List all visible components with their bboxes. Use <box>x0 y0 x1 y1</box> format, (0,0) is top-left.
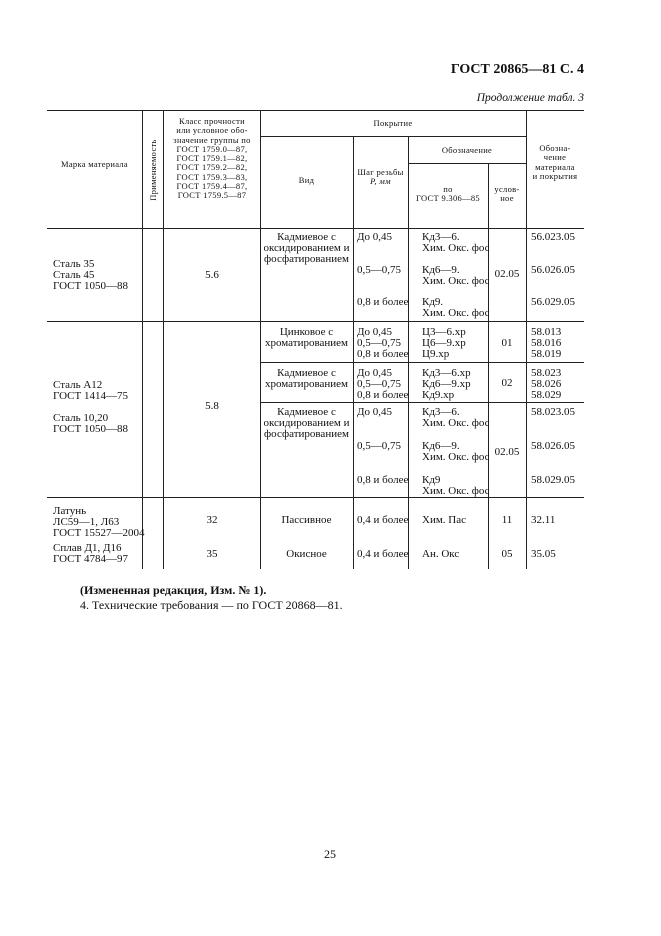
header-material-coating: Обозна- чение материала и покрытия <box>532 143 578 181</box>
brass-pitch: 0,4 и более <box>357 514 409 526</box>
header-coating: Покрытие <box>373 118 413 128</box>
rule-group1-bottom <box>47 321 584 322</box>
brass-code: 32.11 <box>531 514 556 526</box>
brass-strength: 32 <box>206 514 218 526</box>
edition-note: (Измененная редакция, Изм. № 1). <box>80 583 267 597</box>
ox-code-2: 58.026.05 <box>531 440 575 452</box>
rule-group2-bottom <box>47 497 584 498</box>
zinc-pitch: До 0,45 0,5—0,75 0,8 и более <box>357 326 409 360</box>
strength-5-6: 5.6 <box>205 269 219 281</box>
alloy-designation: Ан. Окс <box>422 548 460 560</box>
grade-steel35: Сталь 35 Сталь 45 ГОСТ 1050—88 <box>53 258 128 292</box>
zinc-code: 58.013 58.016 58.019 <box>531 326 562 360</box>
header-grade: Марка материала <box>60 159 128 169</box>
code-3: 56.029.05 <box>531 296 575 308</box>
rule-coating-sub <box>260 136 526 137</box>
grade-alloy: Сплав Д1, Д16 ГОСТ 4784—97 <box>53 542 128 565</box>
ox-code-3: 58.029.05 <box>531 474 575 486</box>
rule-chrom-bottom <box>260 402 584 403</box>
rule-col-type <box>353 136 354 569</box>
coating-zinc-chrom: Цинковое с хроматированием <box>264 326 348 349</box>
alloy-strength: 35 <box>206 548 218 560</box>
grade-steelA12: Сталь А12 ГОСТ 1414—75 <box>53 379 128 402</box>
alloy-code: 35.05 <box>531 548 556 560</box>
ox-conditional: 02.05 <box>494 446 520 458</box>
grade-steel10-20: Сталь 10,20 ГОСТ 1050—88 <box>53 412 128 435</box>
ox-designation-1: Кд3—6. Хим. Окс. фос <box>422 406 490 429</box>
rule-designation-sub <box>408 163 526 164</box>
alloy-coating: Окисное <box>286 548 327 560</box>
requirements-note: 4. Технические требования — по ГОСТ 20868—81. <box>80 598 343 612</box>
ox-code-1: 58.023.05 <box>531 406 575 418</box>
header-strength: Класс прочности или условное обо- значение группы по ГОСТ 1759.0—87, ГОСТ 1759.1—82, ГОСТ 1759.2—82, ГОСТ 1759.3—83, ГОСТ 1759.4—87, ГОСТ 1759.5—87 <box>173 116 251 201</box>
header-conditional: услов- ное <box>494 184 520 204</box>
chrom-code: 58.023 58.026 58.029 <box>531 367 562 401</box>
coating-cadmium-oxid-2: Кадмиевое с оксидированием и фосфатированием <box>263 406 350 440</box>
code-2: 56.026.05 <box>531 264 575 276</box>
materials-coating-table <box>47 110 584 569</box>
ox-pitch-1: До 0,45 <box>357 406 393 418</box>
rule-header-bottom <box>47 228 584 229</box>
coating-cadmium-chrom: Кадмиевое с хроматированием <box>264 367 348 390</box>
rule-zinc-bottom <box>260 362 584 363</box>
designation-2: Кд6—9. Хим. Окс. фос <box>422 264 490 287</box>
code-1: 56.023.05 <box>531 231 575 243</box>
rule-col-grade <box>142 110 143 569</box>
header-designation: Обозначение <box>441 145 493 155</box>
alloy-conditional: 05 <box>501 548 513 560</box>
header-type: Вид <box>298 175 315 185</box>
conditional-02-05: 02.05 <box>494 268 520 280</box>
ox-pitch-2: 0,5—0,75 <box>357 440 401 452</box>
zinc-conditional: 01 <box>501 337 513 349</box>
header-by-gost: по ГОСТ 9.306—85 <box>416 184 480 204</box>
zinc-designation: Ц3—6.хр Ц6—9.хр Ц9.хр <box>422 326 466 360</box>
page-number: 25 <box>324 847 336 861</box>
ox-designation-2: Кд6—9. Хим. Окс. фос <box>422 440 490 463</box>
designation-1: Кд3—6. Хим. Окс. фос <box>422 231 490 254</box>
pitch-2: 0,5—0,75 <box>357 264 401 276</box>
pitch-1: До 0,45 <box>357 231 393 243</box>
chrom-designation: Кд3—6.хр Кд6—9.хр Кд9.хр <box>422 367 471 401</box>
document-reference: ГОСТ 20865—81 С. 4 <box>450 62 584 77</box>
chrom-conditional: 02 <box>501 377 513 389</box>
chrom-pitch: До 0,45 0,5—0,75 0,8 и более <box>357 367 409 401</box>
designation-3: Кд9. Хим. Окс. фос <box>422 296 490 319</box>
rule-top <box>47 110 584 111</box>
strength-5-8: 5.8 <box>205 400 219 412</box>
header-applicability: Применяемость <box>148 139 158 201</box>
header-pitch: Шаг резьбы P, мм <box>357 167 404 187</box>
rule-col-gost <box>488 163 489 569</box>
ox-pitch-3: 0,8 и более <box>357 474 409 486</box>
brass-designation: Хим. Пас <box>422 514 466 526</box>
coating-cadmium-oxid: Кадмиевое с оксидированием и фосфатированием <box>263 231 350 265</box>
table-continuation-label: Продолжение табл. 3 <box>476 92 584 104</box>
pitch-3: 0,8 и более <box>357 296 409 308</box>
grade-brass: Латунь ЛС59—1, Л63 ГОСТ 15527—2004 <box>53 505 145 539</box>
alloy-pitch: 0,4 и более <box>357 548 409 560</box>
brass-coating: Пассивное <box>281 514 332 526</box>
brass-conditional: 11 <box>501 514 513 526</box>
ox-designation-3: Кд9 Хим. Окс. фос <box>422 474 490 497</box>
